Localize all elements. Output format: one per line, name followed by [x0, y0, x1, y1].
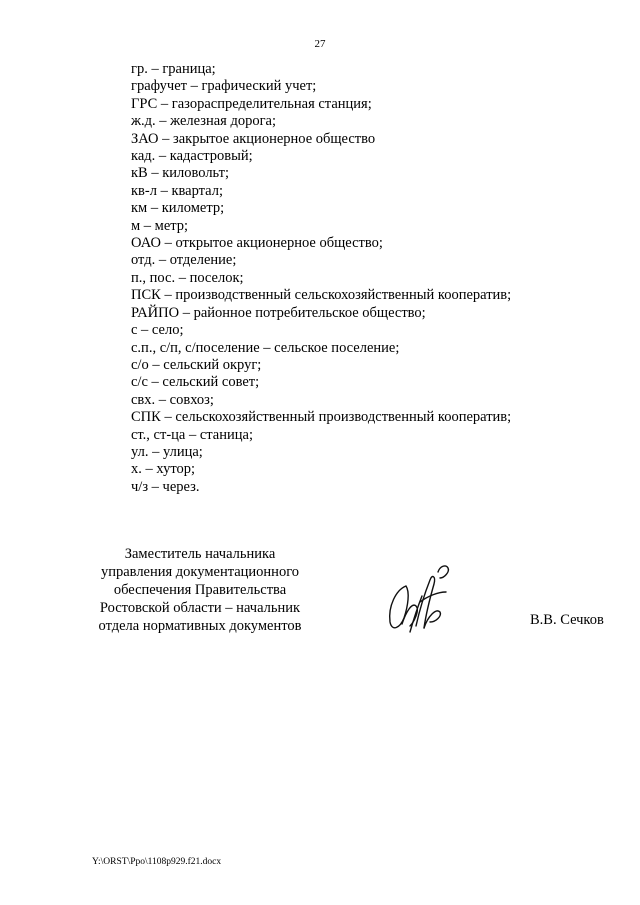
abbreviation-item: с/с – сельский совет; — [131, 374, 260, 391]
abbreviation-item: кВ – киловольт; — [131, 165, 229, 182]
abbreviation-item: х. – хутор; — [131, 461, 195, 478]
abbreviation-item: ГРС – газораспределительная станция; — [131, 95, 372, 112]
abbreviation-item: графучет – графический учет; — [131, 78, 317, 95]
abbreviation-item: с.п., с/п, с/поселение – сельское поселение; — [131, 339, 400, 356]
abbreviation-item: ж.д. – железная дорога; — [131, 113, 277, 130]
abbreviation-item: свх. – совхоз; — [131, 391, 214, 408]
abbreviation-item: с/о – сельский округ; — [131, 356, 262, 373]
abbreviation-item: км – километр; — [131, 200, 225, 217]
abbreviation-item: кад. – кадастровый; — [131, 148, 253, 165]
signer-title — [80, 545, 320, 635]
abbreviation-item: кв-л – квартал; — [131, 182, 223, 199]
abbreviation-item: с – село; — [131, 322, 184, 339]
abbreviation-item: м – метр; — [131, 217, 189, 234]
abbreviation-item: ул. – улица; — [131, 443, 203, 460]
signer-title-line: управления документационного — [100, 564, 300, 580]
abbreviation-item: гр. – граница; — [131, 61, 216, 77]
abbreviation-item: отд. – отделение; — [131, 252, 237, 269]
handwritten-signature — [380, 562, 460, 642]
abbreviation-item: ОАО – открытое акционерное общество; — [131, 235, 383, 252]
signer-title-line: отдела нормативных документов — [98, 618, 302, 634]
abbreviation-list — [131, 61, 511, 496]
page-number: 27 — [314, 38, 326, 50]
signer-title-line: Ростовской области – начальник — [99, 600, 301, 616]
abbreviation-item: ч/з – через. — [131, 478, 200, 495]
file-path: Y:\ORST\Ppo\1108p929.f21.docx — [92, 857, 222, 867]
signer-name: В.В. Сечков — [530, 612, 604, 628]
abbreviation-item: СПК – сельскохозяйственный производственный кооператив; — [131, 409, 512, 426]
signer-title-line: обеспечения Правительства — [113, 582, 287, 598]
abbreviation-item: ст., ст-ца – станица; — [131, 426, 253, 443]
abbreviation-item: РАЙПО – районное потребительское общество; — [131, 304, 426, 321]
abbreviation-item: ПСК – производственный сельскохозяйственный кооператив; — [131, 287, 512, 304]
abbreviation-item: п., пос. – поселок; — [131, 269, 244, 286]
abbreviation-item: ЗАО – закрытое акционерное общество — [131, 130, 376, 147]
signer-title-line: Заместитель начальника — [124, 546, 276, 562]
